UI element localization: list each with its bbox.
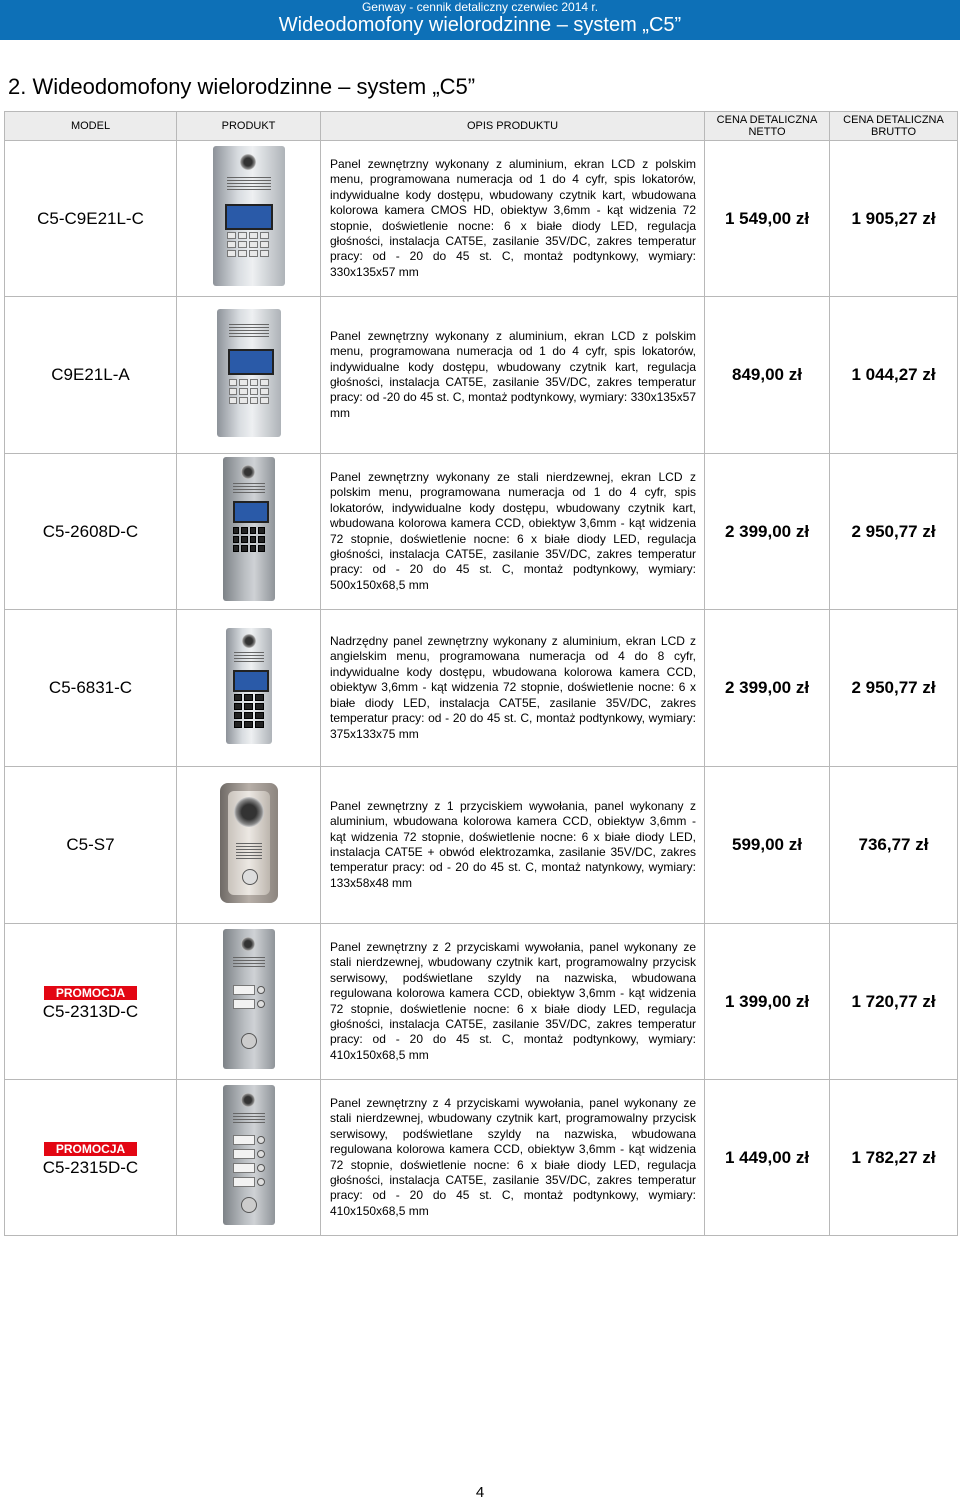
description-cell: Panel zewnętrzny z 4 przyciskami wywołania, panel wykonany ze stali nierdzewnej, wbudowany czytnik kart, programowalny przycisk serwisowy, podświetlane szyldy na nazwiska, wbudowana regulowana kolorowa kamera CCD, obiektyw 3,6mm - kąt widzenia 72 stopnie, doświetlenie nocne: 6 x białe diody LED, regulacja głośności, instalacja CAT5E, zasilanie 35V/DC, zakres temperatur pracy: od - 20 do 45 st. C, montaż podtynkowy, wymiary: 410x150x68,5 mm [321,1080,705,1236]
col-header-product: PRODUKT [177,112,321,141]
price-gross: 2 950,77 zł [830,454,958,610]
section-title: 2. Wideodomofony wielorodzinne – system „C5” [8,74,476,99]
model-cell [5,454,177,610]
table-row [5,141,958,297]
model-name: C5-6831-C [48,678,133,697]
product-image-cell [177,454,321,610]
price-net: 2 399,00 zł [705,610,830,767]
col-header-description: OPIS PRODUKTU [321,112,705,141]
table-row [5,767,958,924]
price-gross: 1 782,27 zł [830,1080,958,1236]
model-name: C5-2608D-C [42,521,139,541]
product-image [223,929,275,1069]
promo-badge: PROMOCJA [44,1142,137,1156]
price-net: 1 549,00 zł [705,141,830,297]
table-row [5,924,958,1080]
model-name: C5-2313D-C [42,1001,139,1021]
price-gross: 736,77 zł [830,767,958,924]
price-net: 599,00 zł [705,767,830,924]
description-cell: Panel zewnętrzny wykonany z aluminium, ekran LCD z polskim menu, programowana numeracja od 1 do 4 cyfr, spis lokatorów, indywidualne kody dostępu, wbudowany czytnik kart, wbudowana kolorowa kamera CMOS HD, obiektyw 3,6mm - kąt widzenia 72 stopnie, doświetlenie nocne: 6 x białe diody LED, regulacja głośności, instalacja CAT5E, zasilanie 35V/DC, zakres temperatur pracy: od - 20 do 45 st. C, montaż podtynkowy, wymiary: 330x135x57 mm [321,141,705,297]
page-header [0,0,960,40]
table-row [5,1080,958,1236]
page-number: 4 [475,1484,485,1501]
col-header-gross [830,112,958,141]
header-subtitle: Genway - cennik detaliczny czerwiec 2014 r. [361,0,599,14]
description-cell: Panel zewnętrzny wykonany ze stali nierdzewnej, ekran LCD z polskim menu, programowana numeracja od 1 do 4 cyfr, spis lokatorów, indywidualne kody dostępu, wbudowany czytnik kart, wbudowana kolorowa kamera CCD, obiektyw 3,6mm - kąt widzenia 72 stopnie, doświetlenie nocne: 6 x białe diody LED, regulacja głośności, instalacja CAT5E, zasilanie 35V/DC, zakres temperatur pracy: od - 20 do 45 st. C, montaż podtynkowy, wymiary: 500x150x68,5 mm [321,454,705,610]
product-image [220,783,278,903]
product-image [213,146,285,286]
col-header-model: MODEL [5,112,177,141]
product-image-cell [177,610,321,767]
price-net: 1 449,00 zł [705,1080,830,1236]
price-table [4,111,958,1236]
product-image-cell [177,297,321,454]
col-header-gross-text: CENA DETALICZNA BRUTTO [843,114,944,138]
product-image [217,309,281,437]
table-row [5,454,958,610]
description-cell: Panel zewnętrzny z 2 przyciskami wywołania, panel wykonany ze stali nierdzewnej, wbudowany czytnik kart, programowalny przycisk serwisowy, podświetlane szyldy na nazwiska, wbudowana regulowana kolorowa kamera CCD, obiektyw 3,6mm - kąt widzenia 72 stopnie, doświetlenie nocne: 6 x białe diody LED, regulacja głośności, instalacja CAT5E, zasilanie 35V/DC, zakres temperatur pracy: od - 20 do 45 st. C, montaż podtynkowy, wymiary: 410x150x68,5 mm [321,924,705,1080]
model-cell [5,141,177,297]
price-gross: 1 720,77 zł [830,924,958,1080]
price-gross: 1 044,27 zł [830,297,958,454]
table-row [5,610,958,767]
model-name: C9E21L-A [51,365,130,384]
table-row [5,297,958,454]
model-cell [5,610,177,767]
col-header-net [705,112,830,141]
promo-badge: PROMOCJA [44,986,137,1000]
product-image-cell [177,141,321,297]
table-header-row [5,112,958,141]
product-image-cell [177,767,321,924]
model-cell [5,767,177,924]
model-cell [5,297,177,454]
product-image-cell [177,924,321,1080]
model-name: C5-2315D-C [42,1157,139,1177]
product-image-cell [177,1080,321,1236]
model-name: C5-C9E21L-C [37,208,144,228]
model-cell [5,924,177,1080]
price-gross: 1 905,27 zł [830,141,958,297]
price-net: 1 399,00 zł [705,924,830,1080]
description-cell: Panel zewnętrzny z 1 przyciskiem wywołania, panel wykonany z aluminium, wbudowana kolorowa kamera CCD, obiektyw 3,6mm - kąt widzenia 72 stopnie, doświetlenie nocne: 6 x białe diody LED, instalacja CAT5E + obwód elektrozamka, zasilanie 35V/DC, zakres temperatur pracy: od - 20 do 45 st. C, montaż natynkowy, wymiary: 133x58x48 mm [321,767,705,924]
description-cell: Panel zewnętrzny wykonany z aluminium, ekran LCD z polskim menu, programowana numeracja od 1 do 4 cyfr, spis lokatorów, indywidualne kody dostępu, wbudowany czytnik kart, regulacja głośności, instalacja CAT5E, zasilanie 35V/DC, zakres temperatur pracy: od -20 do 45 st. C, montaż podtynkowy, wymiary: 330x135x57 mm [321,297,705,454]
product-image [226,628,272,744]
price-gross: 2 950,77 zł [830,610,958,767]
description-cell: Nadrzędny panel zewnętrzny wykonany z aluminium, ekran LCD z angielskim menu, programowana numeracja od 4 do 8 cyfr, indywidualne kody dostępu, wbudowana kolorowa kamera CCD, obiektyw 3,6mm - kąt widzenia 72 stopnie, doświetlenie nocne: 6 x białe diody LED, instalacja CAT5E, zasilanie 35V/DC, zakres temperatur pracy: od - 20 do 45 st. C, montaż podtynkowy, wymiary: 375x133x75 mm [321,610,705,767]
col-header-net-text: CENA DETALICZNA NETTO [716,114,818,138]
price-net: 849,00 zł [705,297,830,454]
model-cell [5,1080,177,1236]
header-title: Wideodomofony wielorodzinne – system „C5” [278,14,682,36]
product-image [223,457,275,601]
price-net: 2 399,00 zł [705,454,830,610]
model-name: C5-S7 [66,835,115,854]
product-image [223,1085,275,1225]
